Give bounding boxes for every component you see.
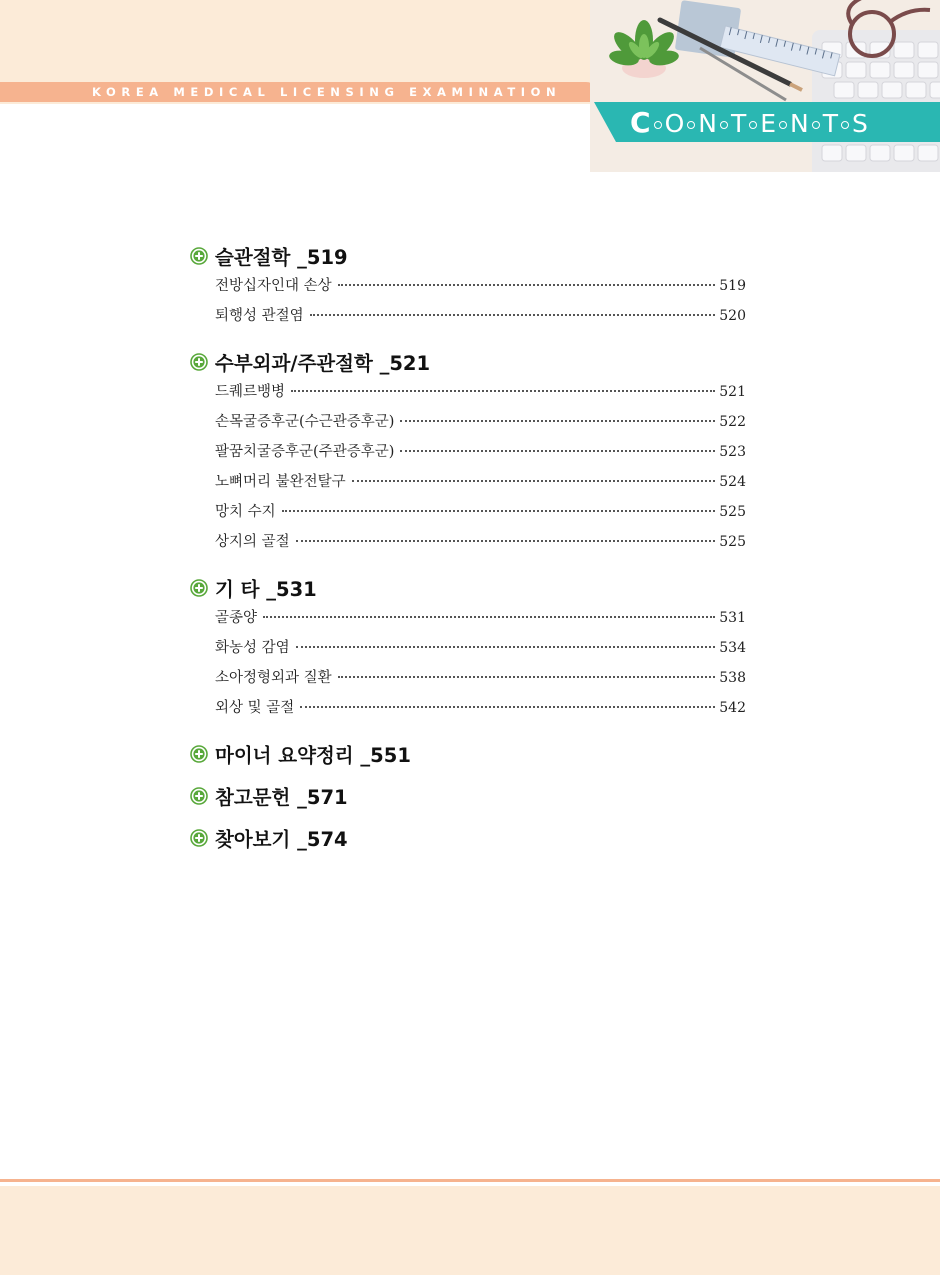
toc-entry[interactable] xyxy=(215,377,746,407)
toc-entry[interactable] xyxy=(215,497,746,527)
plus-circle-icon xyxy=(190,353,208,371)
entry-title: 전방십자인대 손상 xyxy=(215,278,332,294)
toc-section xyxy=(190,241,750,331)
entry-title: 화농성 감염 xyxy=(215,640,290,656)
entry-title: 드퀘르뱅병 xyxy=(215,384,286,400)
dot-leader xyxy=(352,479,716,482)
contents-separator-dot xyxy=(720,121,728,129)
contents-letter: C xyxy=(630,106,651,139)
dot-leader xyxy=(300,705,715,708)
footer-background xyxy=(0,1186,940,1275)
entry-page-number: 538 xyxy=(719,670,746,686)
toc-entry[interactable] xyxy=(215,603,746,633)
plus-circle-icon xyxy=(190,745,208,763)
toc-section xyxy=(190,781,750,811)
plus-circle-icon xyxy=(190,247,208,265)
entry-page-number: 524 xyxy=(719,474,746,490)
desk-photo xyxy=(590,0,940,172)
dot-leader xyxy=(282,509,716,512)
contents-letter: O xyxy=(664,109,685,138)
section-heading-text: 찾아보기 _574 xyxy=(215,828,348,851)
toc-section xyxy=(190,347,750,557)
entry-page-number: 523 xyxy=(719,444,746,460)
entry-title: 외상 및 골절 xyxy=(215,700,295,716)
toc-entry[interactable] xyxy=(215,467,746,497)
section-heading[interactable] xyxy=(190,347,750,377)
entry-page-number: 521 xyxy=(719,384,746,400)
section-heading[interactable] xyxy=(190,739,750,769)
toc-entry[interactable] xyxy=(215,301,746,331)
contents-separator-dot xyxy=(779,121,787,129)
section-heading[interactable] xyxy=(190,573,750,603)
toc-entry[interactable] xyxy=(215,407,746,437)
dot-leader xyxy=(338,283,716,286)
contents-separator-dot xyxy=(654,121,662,129)
contents-letter: N xyxy=(790,109,809,138)
contents-letter: T xyxy=(730,109,747,138)
section-heading-text: 슬관절학 _519 xyxy=(215,246,348,269)
toc-section xyxy=(190,573,750,723)
contents-separator-dot xyxy=(812,121,820,129)
dot-leader xyxy=(296,645,716,648)
entry-title: 망치 수지 xyxy=(215,504,276,520)
section-heading-text: 마이너 요약정리 _551 xyxy=(215,744,411,767)
table-of-contents xyxy=(190,241,750,865)
entry-title: 골종양 xyxy=(215,610,258,626)
plus-circle-icon xyxy=(190,579,208,597)
entry-page-number: 534 xyxy=(719,640,746,656)
entry-page-number: 525 xyxy=(719,504,746,520)
header-band-text: KOREA MEDICAL LICENSING EXAMINATION xyxy=(92,85,562,99)
dot-leader xyxy=(310,313,716,316)
contents-title xyxy=(630,104,868,142)
entry-title: 손목굴증후군(수근관증후군) xyxy=(215,414,395,430)
entry-page-number: 542 xyxy=(719,700,746,716)
section-heading[interactable] xyxy=(190,241,750,271)
toc-entry[interactable] xyxy=(215,437,746,467)
contents-letter: S xyxy=(852,109,868,138)
toc-section xyxy=(190,739,750,769)
plus-circle-icon xyxy=(190,787,208,805)
toc-entry[interactable] xyxy=(215,527,746,557)
dot-leader xyxy=(338,675,716,678)
dot-leader xyxy=(291,389,715,392)
toc-entry[interactable] xyxy=(215,633,746,663)
toc-entry[interactable] xyxy=(215,693,746,723)
entry-page-number: 522 xyxy=(719,414,746,430)
section-heading[interactable] xyxy=(190,781,750,811)
entry-title: 팔꿈치굴증후군(주관증후군) xyxy=(215,444,395,460)
section-heading-text: 수부외과/주관절학 _521 xyxy=(215,352,431,375)
toc-entry[interactable] xyxy=(215,663,746,693)
dot-leader xyxy=(296,539,716,542)
entry-title: 소아정형외과 질환 xyxy=(215,670,332,686)
contents-separator-dot xyxy=(841,121,849,129)
contents-letter: T xyxy=(822,109,839,138)
entry-page-number: 519 xyxy=(719,278,746,294)
entry-page-number: 525 xyxy=(719,534,746,550)
dot-leader xyxy=(263,615,715,618)
section-heading[interactable] xyxy=(190,823,750,853)
toc-section xyxy=(190,823,750,853)
entry-title: 노뼈머리 불완전탈구 xyxy=(215,474,346,490)
toc-entry[interactable] xyxy=(215,271,746,301)
entry-page-number: 531 xyxy=(719,610,746,626)
contents-separator-dot xyxy=(749,121,757,129)
contents-letter: E xyxy=(760,109,777,138)
dot-leader xyxy=(400,449,715,452)
section-heading-text: 참고문헌 _571 xyxy=(215,786,348,809)
dot-leader xyxy=(400,419,715,422)
entry-title: 퇴행성 관절염 xyxy=(215,308,304,324)
plus-circle-icon xyxy=(190,829,208,847)
contents-separator-dot xyxy=(687,121,695,129)
section-heading-text: 기 타 _531 xyxy=(215,578,317,601)
contents-letter: N xyxy=(698,109,717,138)
footer-line xyxy=(0,1179,940,1182)
entry-page-number: 520 xyxy=(719,308,746,324)
entry-title: 상지의 골절 xyxy=(215,534,290,550)
